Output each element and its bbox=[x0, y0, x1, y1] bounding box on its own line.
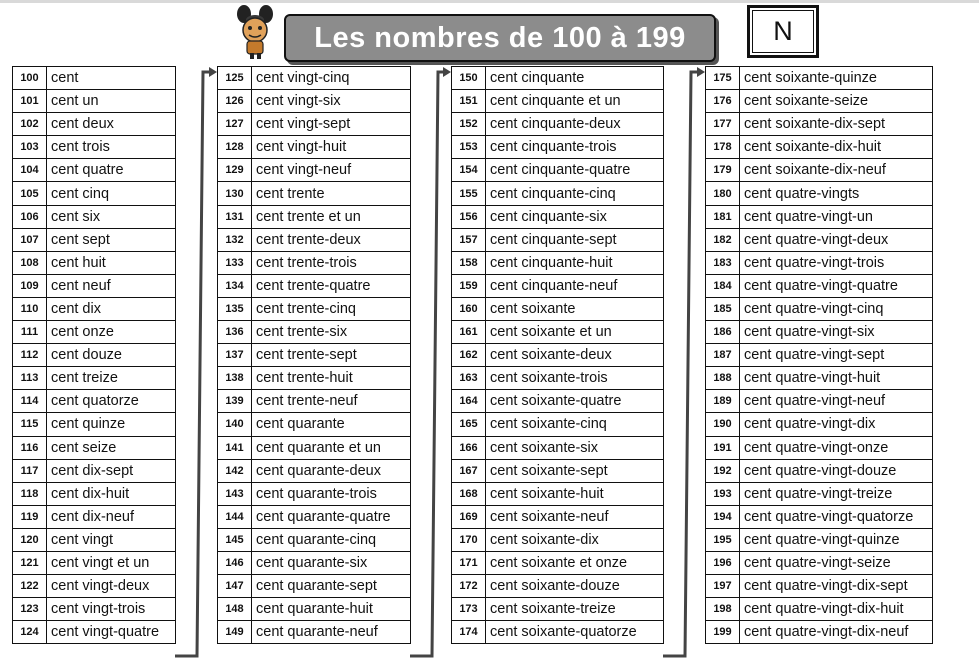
number-word-cell: cent quarante bbox=[252, 413, 411, 435]
number-word-cell: cent quatre-vingt-onze bbox=[740, 437, 933, 459]
number-cell: 196 bbox=[706, 552, 740, 574]
number-word-cell: cent quatre-vingt-douze bbox=[740, 460, 933, 482]
number-word-cell: cent quarante-sept bbox=[252, 575, 411, 597]
number-cell: 180 bbox=[706, 182, 740, 204]
number-word-cell: cent neuf bbox=[47, 275, 176, 297]
number-cell: 148 bbox=[218, 598, 252, 620]
number-cell: 108 bbox=[13, 252, 47, 274]
number-word-cell: cent cinquante et un bbox=[486, 90, 664, 112]
number-word-cell: cent soixante-huit bbox=[486, 483, 664, 505]
number-cell: 195 bbox=[706, 529, 740, 551]
number-word-cell: cent dix bbox=[47, 298, 176, 320]
number-word-cell: cent trente-cinq bbox=[252, 298, 411, 320]
number-word-cell: cent quatre-vingt-dix-huit bbox=[740, 598, 933, 620]
number-word-cell: cent quatre-vingt-treize bbox=[740, 483, 933, 505]
number-cell: 137 bbox=[218, 344, 252, 366]
number-cell: 103 bbox=[13, 136, 47, 158]
number-cell: 127 bbox=[218, 113, 252, 135]
number-cell: 123 bbox=[13, 598, 47, 620]
number-cell: 192 bbox=[706, 460, 740, 482]
number-word-cell: cent quarante et un bbox=[252, 437, 411, 459]
number-word-cell: cent soixante-deux bbox=[486, 344, 664, 366]
number-word-cell: cent bbox=[47, 67, 176, 89]
number-cell: 128 bbox=[218, 136, 252, 158]
number-cell: 154 bbox=[452, 159, 486, 181]
number-word-cell: cent douze bbox=[47, 344, 176, 366]
number-cell: 156 bbox=[452, 206, 486, 228]
number-cell: 169 bbox=[452, 506, 486, 528]
number-word-cell: cent quarante-six bbox=[252, 552, 411, 574]
number-word-cell: cent cinquante-deux bbox=[486, 113, 664, 135]
number-cell: 164 bbox=[452, 390, 486, 412]
number-cell: 152 bbox=[452, 113, 486, 135]
number-cell: 194 bbox=[706, 506, 740, 528]
number-word-cell: cent soixante et onze bbox=[486, 552, 664, 574]
number-cell: 187 bbox=[706, 344, 740, 366]
number-cell: 133 bbox=[218, 252, 252, 274]
arrow-icon bbox=[663, 67, 705, 656]
number-word-cell: cent quarante-quatre bbox=[252, 506, 411, 528]
number-cell: 193 bbox=[706, 483, 740, 505]
number-cell: 167 bbox=[452, 460, 486, 482]
number-cell: 104 bbox=[13, 159, 47, 181]
number-word-cell: cent quarante-cinq bbox=[252, 529, 411, 551]
number-cell: 100 bbox=[13, 67, 47, 89]
number-cell: 126 bbox=[218, 90, 252, 112]
number-word-cell: cent quarante-neuf bbox=[252, 621, 411, 643]
number-cell: 182 bbox=[706, 229, 740, 251]
number-word-cell: cent cinquante-trois bbox=[486, 136, 664, 158]
number-word-cell: cent huit bbox=[47, 252, 176, 274]
number-word-cell: cent dix-huit bbox=[47, 483, 176, 505]
number-cell: 141 bbox=[218, 437, 252, 459]
number-cell: 113 bbox=[13, 367, 47, 389]
number-cell: 158 bbox=[452, 252, 486, 274]
number-cell: 142 bbox=[218, 460, 252, 482]
number-cell: 171 bbox=[452, 552, 486, 574]
number-cell: 144 bbox=[218, 506, 252, 528]
number-word-cell: cent vingt-deux bbox=[47, 575, 176, 597]
number-word-cell: cent quatre-vingt-quatre bbox=[740, 275, 933, 297]
number-word-cell: cent cinquante-quatre bbox=[486, 159, 664, 181]
number-cell: 106 bbox=[13, 206, 47, 228]
number-cell: 102 bbox=[13, 113, 47, 135]
number-cell: 177 bbox=[706, 113, 740, 135]
number-cell: 165 bbox=[452, 413, 486, 435]
number-word-cell: cent trente-trois bbox=[252, 252, 411, 274]
number-cell: 136 bbox=[218, 321, 252, 343]
number-cell: 151 bbox=[452, 90, 486, 112]
number-word-cell: cent cinq bbox=[47, 182, 176, 204]
number-word-cell: cent trente-deux bbox=[252, 229, 411, 251]
number-cell: 150 bbox=[452, 67, 486, 89]
number-cell: 120 bbox=[13, 529, 47, 551]
arrow-icon bbox=[410, 67, 451, 656]
number-cell: 105 bbox=[13, 182, 47, 204]
number-cell: 170 bbox=[452, 529, 486, 551]
number-word-cell: cent dix-sept bbox=[47, 460, 176, 482]
number-cell: 121 bbox=[13, 552, 47, 574]
number-cell: 179 bbox=[706, 159, 740, 181]
number-cell: 162 bbox=[452, 344, 486, 366]
number-cell: 168 bbox=[452, 483, 486, 505]
number-cell: 115 bbox=[13, 413, 47, 435]
number-word-cell: cent quatre-vingt-dix-neuf bbox=[740, 621, 933, 643]
number-cell: 172 bbox=[452, 575, 486, 597]
number-cell: 175 bbox=[706, 67, 740, 89]
number-cell: 190 bbox=[706, 413, 740, 435]
number-cell: 198 bbox=[706, 598, 740, 620]
number-word-cell: cent soixante-dix-huit bbox=[740, 136, 933, 158]
number-cell: 178 bbox=[706, 136, 740, 158]
number-cell: 110 bbox=[13, 298, 47, 320]
number-word-cell: cent cinquante-six bbox=[486, 206, 664, 228]
number-word-cell: cent soixante-seize bbox=[740, 90, 933, 112]
number-cell: 125 bbox=[218, 67, 252, 89]
number-cell: 184 bbox=[706, 275, 740, 297]
number-cell: 166 bbox=[452, 437, 486, 459]
number-word-cell: cent soixante-dix-neuf bbox=[740, 159, 933, 181]
number-cell: 129 bbox=[218, 159, 252, 181]
number-word-cell: cent cinquante-cinq bbox=[486, 182, 664, 204]
number-word-cell: cent vingt-sept bbox=[252, 113, 411, 135]
number-word-cell: cent cinquante-neuf bbox=[486, 275, 664, 297]
number-word-cell: cent vingt-trois bbox=[47, 598, 176, 620]
number-word-cell: cent quatre-vingts bbox=[740, 182, 933, 204]
number-cell: 124 bbox=[13, 621, 47, 643]
number-cell: 189 bbox=[706, 390, 740, 412]
number-word-cell: cent quatre-vingt-un bbox=[740, 206, 933, 228]
number-word-cell: cent quatre-vingt-quinze bbox=[740, 529, 933, 551]
number-cell: 149 bbox=[218, 621, 252, 643]
number-cell: 191 bbox=[706, 437, 740, 459]
number-cell: 134 bbox=[218, 275, 252, 297]
number-word-cell: cent soixante-quatre bbox=[486, 390, 664, 412]
number-cell: 139 bbox=[218, 390, 252, 412]
number-word-cell: cent soixante-sept bbox=[486, 460, 664, 482]
number-word-cell: cent soixante-douze bbox=[486, 575, 664, 597]
number-cell: 183 bbox=[706, 252, 740, 274]
number-word-cell: cent soixante-neuf bbox=[486, 506, 664, 528]
number-word-cell: cent vingt-six bbox=[252, 90, 411, 112]
number-cell: 155 bbox=[452, 182, 486, 204]
subject-badge: N bbox=[747, 5, 819, 58]
number-cell: 159 bbox=[452, 275, 486, 297]
number-word-cell: cent trente-sept bbox=[252, 344, 411, 366]
number-word-cell: cent un bbox=[47, 90, 176, 112]
number-cell: 131 bbox=[218, 206, 252, 228]
number-word-cell: cent trente bbox=[252, 182, 411, 204]
number-word-cell: cent soixante-cinq bbox=[486, 413, 664, 435]
number-cell: 147 bbox=[218, 575, 252, 597]
number-word-cell: cent vingt-quatre bbox=[47, 621, 176, 643]
number-cell: 157 bbox=[452, 229, 486, 251]
number-cell: 173 bbox=[452, 598, 486, 620]
number-word-cell: cent vingt et un bbox=[47, 552, 176, 574]
number-word-cell: cent quatre-vingt-quatorze bbox=[740, 506, 933, 528]
number-cell: 107 bbox=[13, 229, 47, 251]
number-word-cell: cent quatre-vingt-cinq bbox=[740, 298, 933, 320]
number-word-cell: cent quatre-vingt-trois bbox=[740, 252, 933, 274]
number-word-cell: cent quatre-vingt-dix bbox=[740, 413, 933, 435]
number-cell: 199 bbox=[706, 621, 740, 643]
number-word-cell: cent soixante et un bbox=[486, 321, 664, 343]
number-word-cell: cent soixante-dix bbox=[486, 529, 664, 551]
number-cell: 101 bbox=[13, 90, 47, 112]
number-word-cell: cent quatre bbox=[47, 159, 176, 181]
number-cell: 143 bbox=[218, 483, 252, 505]
number-cell: 117 bbox=[13, 460, 47, 482]
number-cell: 181 bbox=[706, 206, 740, 228]
number-word-cell: cent quatre-vingt-huit bbox=[740, 367, 933, 389]
number-cell: 130 bbox=[218, 182, 252, 204]
number-word-cell: cent soixante-treize bbox=[486, 598, 664, 620]
number-cell: 109 bbox=[13, 275, 47, 297]
number-word-cell: cent trente-neuf bbox=[252, 390, 411, 412]
number-word-cell: cent quatre-vingt-dix-sept bbox=[740, 575, 933, 597]
number-word-cell: cent quarante-huit bbox=[252, 598, 411, 620]
number-word-cell: cent soixante-six bbox=[486, 437, 664, 459]
number-cell: 174 bbox=[452, 621, 486, 643]
number-word-cell: cent trois bbox=[47, 136, 176, 158]
number-word-cell: cent quatorze bbox=[47, 390, 176, 412]
number-word-cell: cent six bbox=[47, 206, 176, 228]
number-word-cell: cent cinquante-huit bbox=[486, 252, 664, 274]
number-cell: 118 bbox=[13, 483, 47, 505]
number-word-cell: cent trente-huit bbox=[252, 367, 411, 389]
number-cell: 122 bbox=[13, 575, 47, 597]
number-word-cell: cent soixante-quinze bbox=[740, 67, 933, 89]
number-word-cell: cent quatre-vingt-seize bbox=[740, 552, 933, 574]
number-word-cell: cent quarante-trois bbox=[252, 483, 411, 505]
number-word-cell: cent quatre-vingt-sept bbox=[740, 344, 933, 366]
arrow-icon bbox=[175, 67, 217, 656]
number-word-cell: cent vingt bbox=[47, 529, 176, 551]
number-word-cell: cent quarante-deux bbox=[252, 460, 411, 482]
number-word-cell: cent treize bbox=[47, 367, 176, 389]
number-word-cell: cent seize bbox=[47, 437, 176, 459]
number-cell: 186 bbox=[706, 321, 740, 343]
number-word-cell: cent trente-quatre bbox=[252, 275, 411, 297]
number-word-cell: cent soixante-trois bbox=[486, 367, 664, 389]
number-word-cell: cent dix-neuf bbox=[47, 506, 176, 528]
number-cell: 140 bbox=[218, 413, 252, 435]
number-cell: 132 bbox=[218, 229, 252, 251]
number-word-cell: cent quatre-vingt-deux bbox=[740, 229, 933, 251]
number-cell: 146 bbox=[218, 552, 252, 574]
number-cell: 138 bbox=[218, 367, 252, 389]
number-cell: 176 bbox=[706, 90, 740, 112]
number-cell: 161 bbox=[452, 321, 486, 343]
number-word-cell: cent deux bbox=[47, 113, 176, 135]
number-word-cell: cent quinze bbox=[47, 413, 176, 435]
number-cell: 112 bbox=[13, 344, 47, 366]
number-cell: 116 bbox=[13, 437, 47, 459]
number-word-cell: cent sept bbox=[47, 229, 176, 251]
number-cell: 111 bbox=[13, 321, 47, 343]
number-cell: 197 bbox=[706, 575, 740, 597]
number-cell: 188 bbox=[706, 367, 740, 389]
number-cell: 119 bbox=[13, 506, 47, 528]
number-word-cell: cent soixante-quatorze bbox=[486, 621, 664, 643]
number-word-cell: cent vingt-huit bbox=[252, 136, 411, 158]
number-word-cell: cent quatre-vingt-neuf bbox=[740, 390, 933, 412]
number-cell: 163 bbox=[452, 367, 486, 389]
number-word-cell: cent cinquante bbox=[486, 67, 664, 89]
number-word-cell: cent quatre-vingt-six bbox=[740, 321, 933, 343]
number-cell: 185 bbox=[706, 298, 740, 320]
number-cell: 114 bbox=[13, 390, 47, 412]
number-word-cell: cent vingt-neuf bbox=[252, 159, 411, 181]
number-word-cell: cent trente et un bbox=[252, 206, 411, 228]
page-title: Les nombres de 100 à 199 bbox=[284, 14, 716, 62]
number-cell: 145 bbox=[218, 529, 252, 551]
number-cell: 160 bbox=[452, 298, 486, 320]
number-word-cell: cent trente-six bbox=[252, 321, 411, 343]
number-word-cell: cent cinquante-sept bbox=[486, 229, 664, 251]
number-cell: 153 bbox=[452, 136, 486, 158]
number-word-cell: cent soixante-dix-sept bbox=[740, 113, 933, 135]
number-cell: 135 bbox=[218, 298, 252, 320]
number-word-cell: cent onze bbox=[47, 321, 176, 343]
number-word-cell: cent vingt-cinq bbox=[252, 67, 411, 89]
number-word-cell: cent soixante bbox=[486, 298, 664, 320]
